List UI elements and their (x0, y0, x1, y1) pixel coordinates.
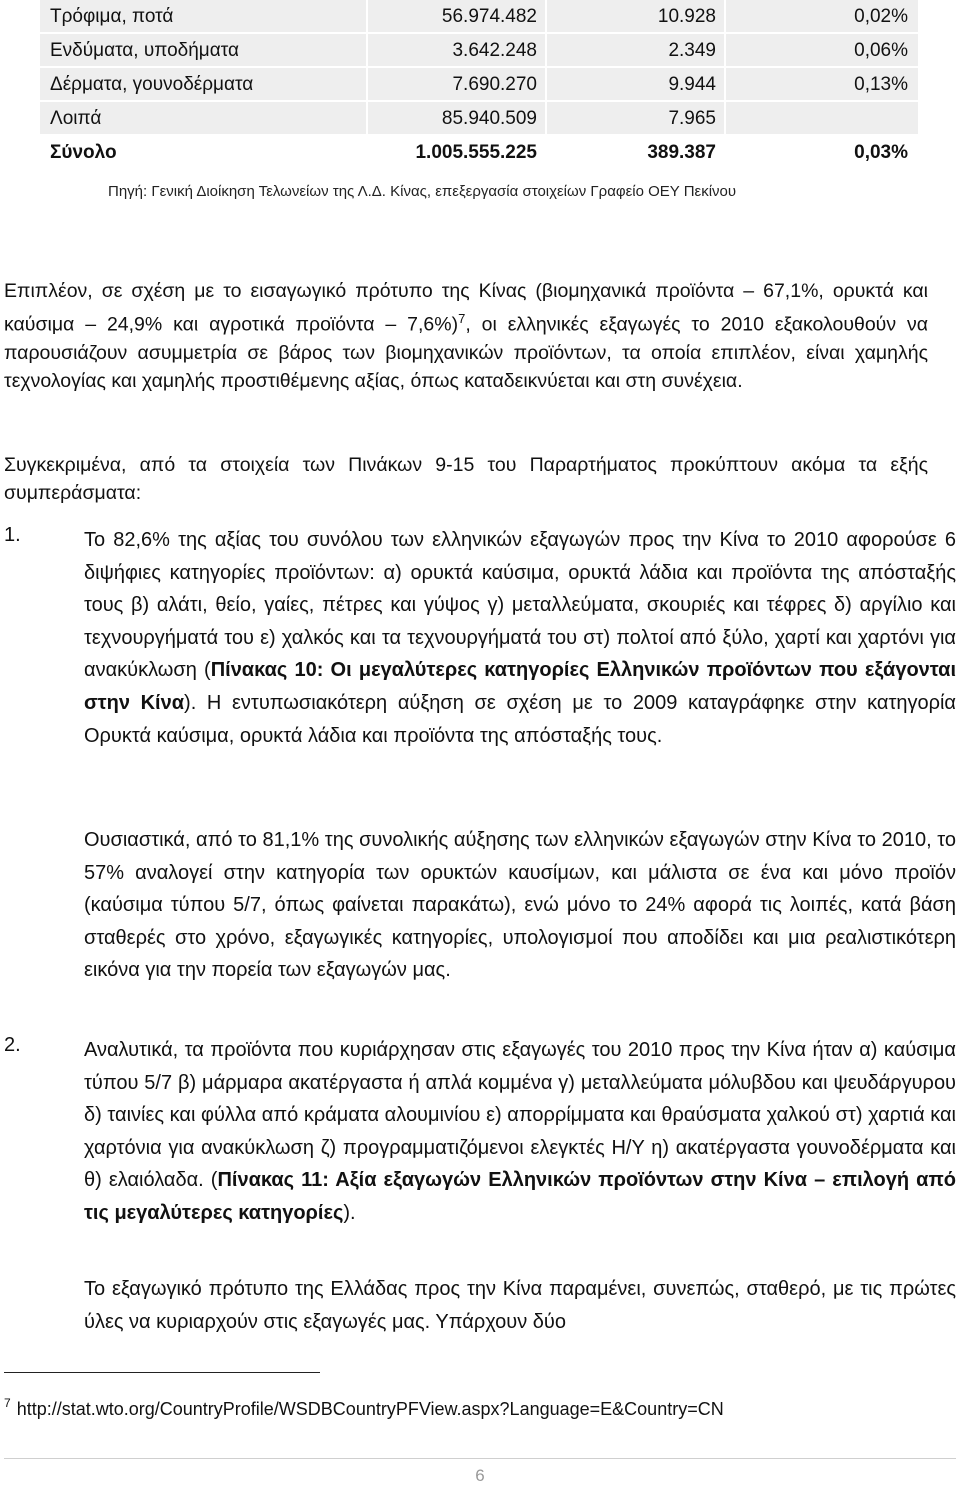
paragraph-conclusions-intro: Συγκεκριμένα, από τα στοιχεία των Πινάκων 9-15 του Παραρτήματος προκύπτουν ακόμα τα εξής συμπεράσματα: (4, 454, 928, 504)
list-item (84, 1034, 956, 1230)
table-total-row (40, 136, 920, 170)
list-item-text: Αναλυτικά, τα προϊόντα που κυριάρχησαν στις εξαγωγές του 2010 προς την Κίνα ήταν α) καύσιμα τύπου 5/7 β) μάρμαρα ακατέργαστα ή απλά κομμένα γ) μεταλλεύματα μόλυβδου και ψευδάργυρου δ) ταινίες και φύλλα από κράματα αλουμινίου ε) απορρίμματα και θραύσματα χαλκού στ) χαρτιά και χαρτόνια για ανακύκλωση ζ) προγραμματιζόμενοι ελεγκτές Η/Υ η) ακατέργαστα γουνοδέρματα και θ) ελαιόλαδα. ( (84, 1039, 956, 1192)
list-number: 1. (4, 524, 21, 546)
row-label: Τρόφιμα, ποτά (40, 0, 368, 34)
row-value-2: 9.944 (547, 68, 726, 102)
paragraph-import-pattern (4, 277, 928, 395)
row-label: Λοιπά (40, 102, 368, 136)
page-footer-divider (4, 1458, 956, 1459)
list-number: 2. (4, 1034, 21, 1056)
row-value-3: 0,13% (726, 68, 920, 102)
list-item (84, 524, 956, 752)
table-reference: Πίνακας 11: Αξία εξαγωγών Ελληνικών προϊόντων στην Κίνα – επιλογή από τις μεγαλύτερες κατηγορίες (84, 1169, 956, 1224)
list-item-text: ). Η εντυπωσιακότερη αύξηση σε σχέση με το 2009 καταγράφηκε στην κατηγορία Ορυκτά καύσιμα, ορυκτά λάδια και προϊόντα της απόσταξής τους. (84, 691, 956, 747)
total-value-3: 0,03% (726, 136, 920, 170)
table-source: Πηγή: Γενική Διοίκηση Τελωνείων της Λ.Δ. Κίνας, επεξεργασία στοιχείων Γραφείο ΟΕΥ Πεκίνου (108, 183, 737, 200)
row-value-2: 2.349 (547, 34, 726, 68)
list-item-text: Το 82,6% της αξίας του συνόλου των ελληνικών εξαγωγών προς την Κίνα το 2010 αφορούσε 6 διψήφιες κατηγορίες προϊόντων: α) ορυκτά καύσιμα, ορυκτά λάδια και προϊόντα της απόσταξής τους β) αλάτι, θείο, γαίες, πέτρες και γύψος γ) μεταλλεύματα, σκουριές και τέφρες δ) αργίλιο και τεχνουργήματά του ε) χαλκός και τα τεχνουργήματά του στ) πολτοί από ξύλο, χαρτί και χαρτόνι για ανακύκλωση ( (84, 529, 956, 682)
paragraph-text: Επιπλέον, σε σχέση με το εισαγωγικό πρότυπο της Κίνας (βιομηχανικά προϊόντα – 67,1%, ορυκτά και καύσιμα – 24,9% και αγροτικά προϊόντα – 7,6%) (4, 280, 928, 336)
table-row (40, 0, 920, 34)
row-value-3: 0,02% (726, 0, 920, 34)
footnote-separator (4, 1372, 320, 1373)
table-row (40, 68, 920, 102)
row-label: Ενδύματα, υποδήματα (40, 34, 368, 68)
paragraph-text: , οι ελληνικές εξαγωγές το 2010 εξακολουθούν να παρουσιάζουν ασυμμετρία σε βάρος των βιομηχανικών προϊόντων, τα οποία επιπλέον, είναι χαμηλής τεχνολογίας και χαμηλής προστιθέμενης αξίας, όπως καταδεικνύεται και στη συνέχεια. (4, 313, 928, 392)
list-item-text: ). (343, 1201, 356, 1224)
total-label: Σύνολο (40, 136, 368, 170)
row-value-1: 56.974.482 (368, 0, 547, 34)
row-value-2: 7.965 (547, 102, 726, 136)
total-value-1: 1.005.555.225 (368, 136, 547, 170)
row-value-3 (726, 102, 920, 136)
row-value-3: 0,06% (726, 34, 920, 68)
table-row (40, 34, 920, 68)
footnote (4, 1396, 724, 1420)
footnote-link[interactable]: http://stat.wto.org/CountryProfile/WSDBCountryPFView.aspx?Language=E&Country=CN (16, 1399, 724, 1419)
row-value-1: 7.690.270 (368, 68, 547, 102)
page-number: 6 (475, 1466, 485, 1485)
row-value-2: 10.928 (547, 0, 726, 34)
row-value-1: 3.642.248 (368, 34, 547, 68)
row-value-1: 85.940.509 (368, 102, 547, 136)
table-row (40, 102, 920, 136)
row-label: Δέρματα, γουνοδέρματα (40, 68, 368, 102)
total-value-2: 389.387 (547, 136, 726, 170)
export-table (40, 0, 920, 170)
footnote-ref: 7 (458, 311, 466, 326)
list-item-paragraph: Το εξαγωγικό πρότυπο της Ελλάδας προς την Κίνα παραμένει, συνεπώς, σταθερό, με τις πρώτες ύλες να κυριαρχούν στις εξαγωγές μας. Υπάρχουν δύο (84, 1278, 956, 1333)
footnote-number: 7 (4, 1396, 11, 1410)
list-item-paragraph: Ουσιαστικά, από το 81,1% της συνολικής αύξησης των ελληνικών εξαγωγών στην Κίνα το 2010, το 57% αναλογεί στην κατηγορία των ορυκτών καυσίμων, και μάλιστα σε ένα και μόνο προϊόν (καύσιμα τύπου 5/7, όπως φαίνεται παρακάτω), ενώ μόνο το 24% αφορά τις λοιπές, κατά βάση σταθερές στο χρόνο, εξαγωγικές κατηγορίες, υπολογισμοί που αποδίδει και μια ρεαλιστικότερη εικόνα για την πορεία των εξαγωγών μας. (84, 829, 956, 982)
table-reference: Πίνακας 10: Οι μεγαλύτερες κατηγορίες Ελληνικών προϊόντων που εξάγονται στην Κίνα (84, 659, 957, 714)
